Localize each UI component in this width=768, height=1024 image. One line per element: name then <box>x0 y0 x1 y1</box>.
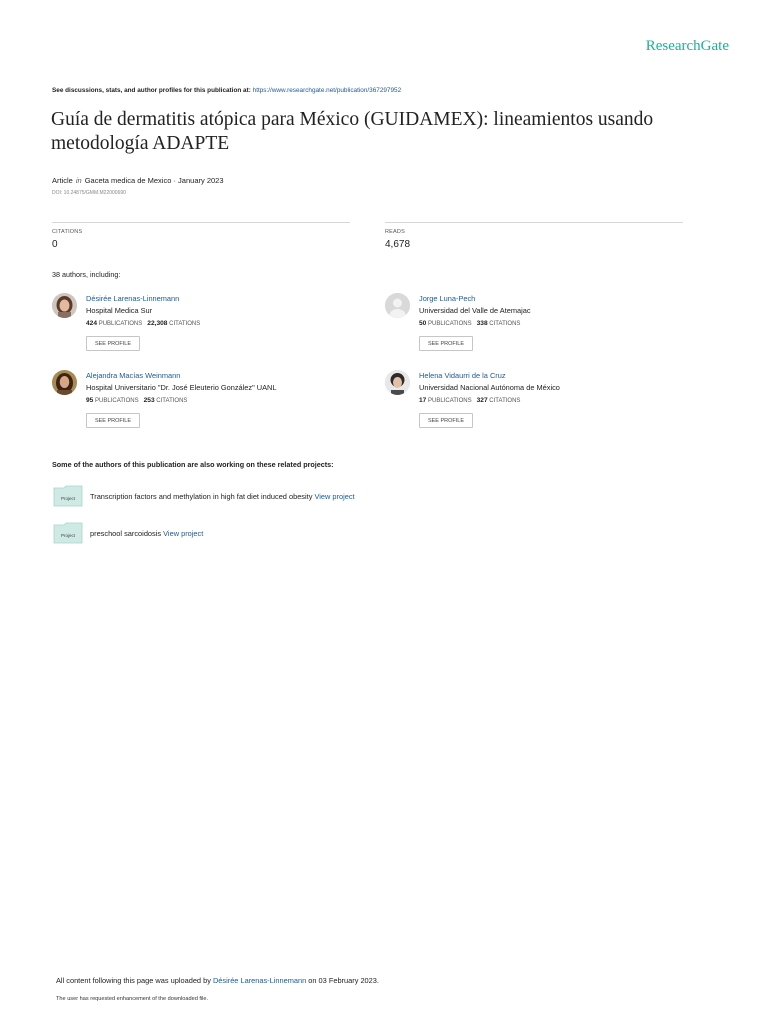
author-name[interactable]: Désirée Larenas-Linnemann <box>86 294 180 303</box>
article-title: Guía de dermatitis atópica para México (GUIDAMEX): lineamientos usando metodología ADAPTE <box>51 109 654 154</box>
publications-count: 95 <box>86 397 94 404</box>
avatar[interactable] <box>385 370 410 395</box>
author-name[interactable]: Alejandra Macías Weinmann <box>86 371 181 380</box>
author-stats <box>86 320 200 327</box>
citations-label: CITATIONS <box>489 321 521 327</box>
author-card <box>52 370 352 434</box>
avatar[interactable] <box>52 370 77 395</box>
author-institution: Hospital Universitario "Dr. José Eleuterio González" UANL <box>86 383 277 392</box>
citations-count: 22,308 <box>147 320 168 327</box>
enhancement-note: The user has requested enhancement of the downloaded file. <box>56 996 209 1002</box>
project-icon-label: Project <box>60 533 76 538</box>
publications-label: PUBLICATIONS <box>98 321 143 327</box>
project-icon-label: Project <box>60 496 76 501</box>
in-label: in <box>75 176 82 185</box>
project-item <box>90 492 355 501</box>
author-stats <box>86 397 187 404</box>
avatar[interactable] <box>52 293 77 318</box>
project-icon <box>53 485 83 507</box>
discussion-text: See discussions, stats, and author profiles for this publication at: <box>52 87 253 94</box>
researchgate-logo[interactable]: ResearchGate <box>645 38 729 54</box>
author-card <box>385 370 685 434</box>
see-profile-button[interactable]: SEE PROFILE <box>86 413 140 428</box>
project-item <box>90 529 203 538</box>
doi: DOI: 10.24875/GMM.M22000690 <box>52 190 126 196</box>
divider-reads <box>385 222 683 223</box>
author-card <box>52 293 352 357</box>
avatar-placeholder-icon[interactable] <box>385 293 410 318</box>
publications-label: PUBLICATIONS <box>428 398 472 404</box>
citations-count: 338 <box>476 320 488 327</box>
upload-note <box>56 976 379 985</box>
publications-count: 50 <box>419 320 427 327</box>
project-title: preschool sarcoidosis <box>90 529 162 538</box>
see-profile-button[interactable]: SEE PROFILE <box>86 336 140 351</box>
view-project-link[interactable]: View project <box>314 492 355 501</box>
upload-prefix: All content following this page was uploaded by <box>56 976 213 985</box>
author-stats <box>419 320 520 327</box>
publications-label: PUBLICATIONS <box>428 321 472 327</box>
view-project-link[interactable]: View project <box>163 529 204 538</box>
reads-value: 4,678 <box>385 239 411 250</box>
article-meta <box>52 176 224 185</box>
author-institution: Universidad Nacional Autónoma de México <box>419 383 560 392</box>
citations-count: 253 <box>143 397 155 404</box>
upload-suffix: on 03 February 2023. <box>306 976 379 985</box>
citations-value: 0 <box>52 239 58 250</box>
project-title: Transcription factors and methylation in high fat diet induced obesity <box>90 492 313 501</box>
publications-label: PUBLICATIONS <box>95 398 139 404</box>
see-profile-button[interactable]: SEE PROFILE <box>419 413 473 428</box>
project-icon <box>53 522 83 544</box>
citations-label: CITATIONS <box>489 398 521 404</box>
divider-citations <box>52 222 350 223</box>
author-name[interactable]: Jorge Luna-Pech <box>419 294 476 303</box>
publications-count: 424 <box>86 320 98 327</box>
author-name[interactable]: Helena Vidaurri de la Cruz <box>419 371 506 380</box>
publication-link[interactable]: https://www.researchgate.net/publication/367297952 <box>252 87 402 94</box>
reads-label: READS <box>385 229 405 235</box>
article-type: Article <box>52 176 73 185</box>
citations-label: CITATIONS <box>156 398 188 404</box>
discussion-line <box>52 87 401 94</box>
author-stats <box>419 397 520 404</box>
citations-label: CITATIONS <box>52 229 83 235</box>
citations-count: 327 <box>476 397 488 404</box>
journal-date: Gaceta medica de Mexico · January 2023 <box>84 176 224 185</box>
author-card <box>385 293 685 357</box>
authors-heading: 38 authors, including: <box>52 270 121 279</box>
citations-label: CITATIONS <box>169 321 201 327</box>
publications-count: 17 <box>419 397 427 404</box>
author-institution: Universidad del Valle de Atemajac <box>419 306 531 315</box>
see-profile-button[interactable]: SEE PROFILE <box>419 336 473 351</box>
author-institution: Hospital Medica Sur <box>86 306 153 315</box>
uploader-link[interactable]: Désirée Larenas-Linnemann <box>212 976 307 985</box>
related-projects-heading: Some of the authors of this publication are also working on these related projects: <box>52 460 334 469</box>
